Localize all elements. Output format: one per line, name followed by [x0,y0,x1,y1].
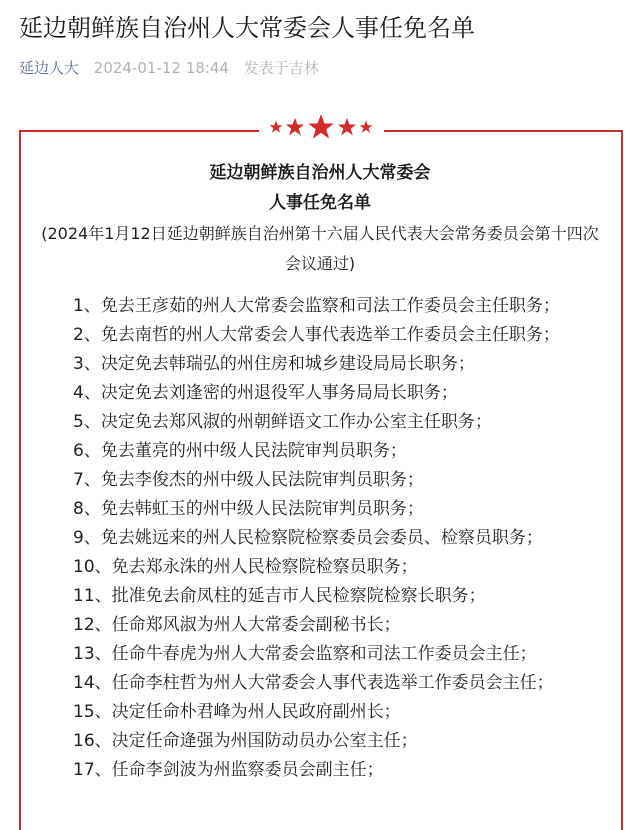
list-item: 1、免去王彦茹的州人大常委会监察和司法工作委员会主任职务； [73,296,560,316]
appointment-list [73,292,560,785]
list-item: 14、任命李柱哲为州人大常委会人事代表选举工作委员会主任； [73,673,554,693]
medium-star-icon [285,117,305,137]
star-ornament [258,112,384,142]
list-item: 17、任命李剑波为州监察委员会副主任； [73,760,384,780]
list-item: 10、免去郑永洙的州人民检察院检察员职务； [73,557,418,577]
publish-time: 2024-01-12 18:44 [93,59,229,77]
large-star-icon [307,113,335,141]
small-star-icon [269,120,283,134]
list-item: 13、任命牛春虎为州人大常委会监察和司法工作委员会主任； [73,644,537,664]
publish-location: 发表于吉林 [243,59,319,77]
list-item: 11、批准免去俞凤柱的延吉市人民检察院检察长职务； [73,586,486,606]
list-item: 6、免去董亮的州中级人民法院审判员职务； [73,441,407,461]
list-item: 3、决定免去韩瑞弘的州住房和城乡建设局局长职务； [73,354,475,374]
medium-star-icon [337,117,357,137]
frame-top-border-left [19,130,259,132]
list-item: 5、决定免去郑风淑的州朝鲜语文工作办公室主任职务； [73,412,492,432]
list-item: 8、免去韩虹玉的州中级人民法院审判员职务； [73,499,424,519]
document-subtitle: (2024年1月12日延边朝鲜族自治州第十六届人民代表大会常务委员会第十四次会议通过) [41,224,599,273]
document-heading-line1: 延边朝鲜族自治州人大常委会 [209,163,431,183]
small-star-icon [359,120,373,134]
list-item: 16、决定任命逄强为州国防动员办公室主任； [73,731,418,751]
list-item: 12、任命郑风淑为州人大常委会副秘书长； [73,615,401,635]
article-title: 延边朝鲜族自治州人大常委会人事任免名单 [19,14,475,42]
author-link[interactable]: 延边人大 [19,59,80,77]
list-item: 9、免去姚远来的州人民检察院检察委员会委员、检察员职务； [73,528,543,548]
document-heading-line2: 人事任免名单 [269,193,371,213]
list-item: 15、决定任命朴君峰为州人民政府副州长； [73,702,401,722]
list-item: 4、决定免去刘逢密的州退役军人事务局局长职务； [73,383,458,403]
frame-top-border-right [384,130,623,132]
list-item: 2、免去南哲的州人大常委会人事代表选举工作委员会主任职务； [73,325,560,345]
list-item: 7、免去李俊杰的州中级人民法院审判员职务； [73,470,424,490]
article-meta [19,57,319,79]
